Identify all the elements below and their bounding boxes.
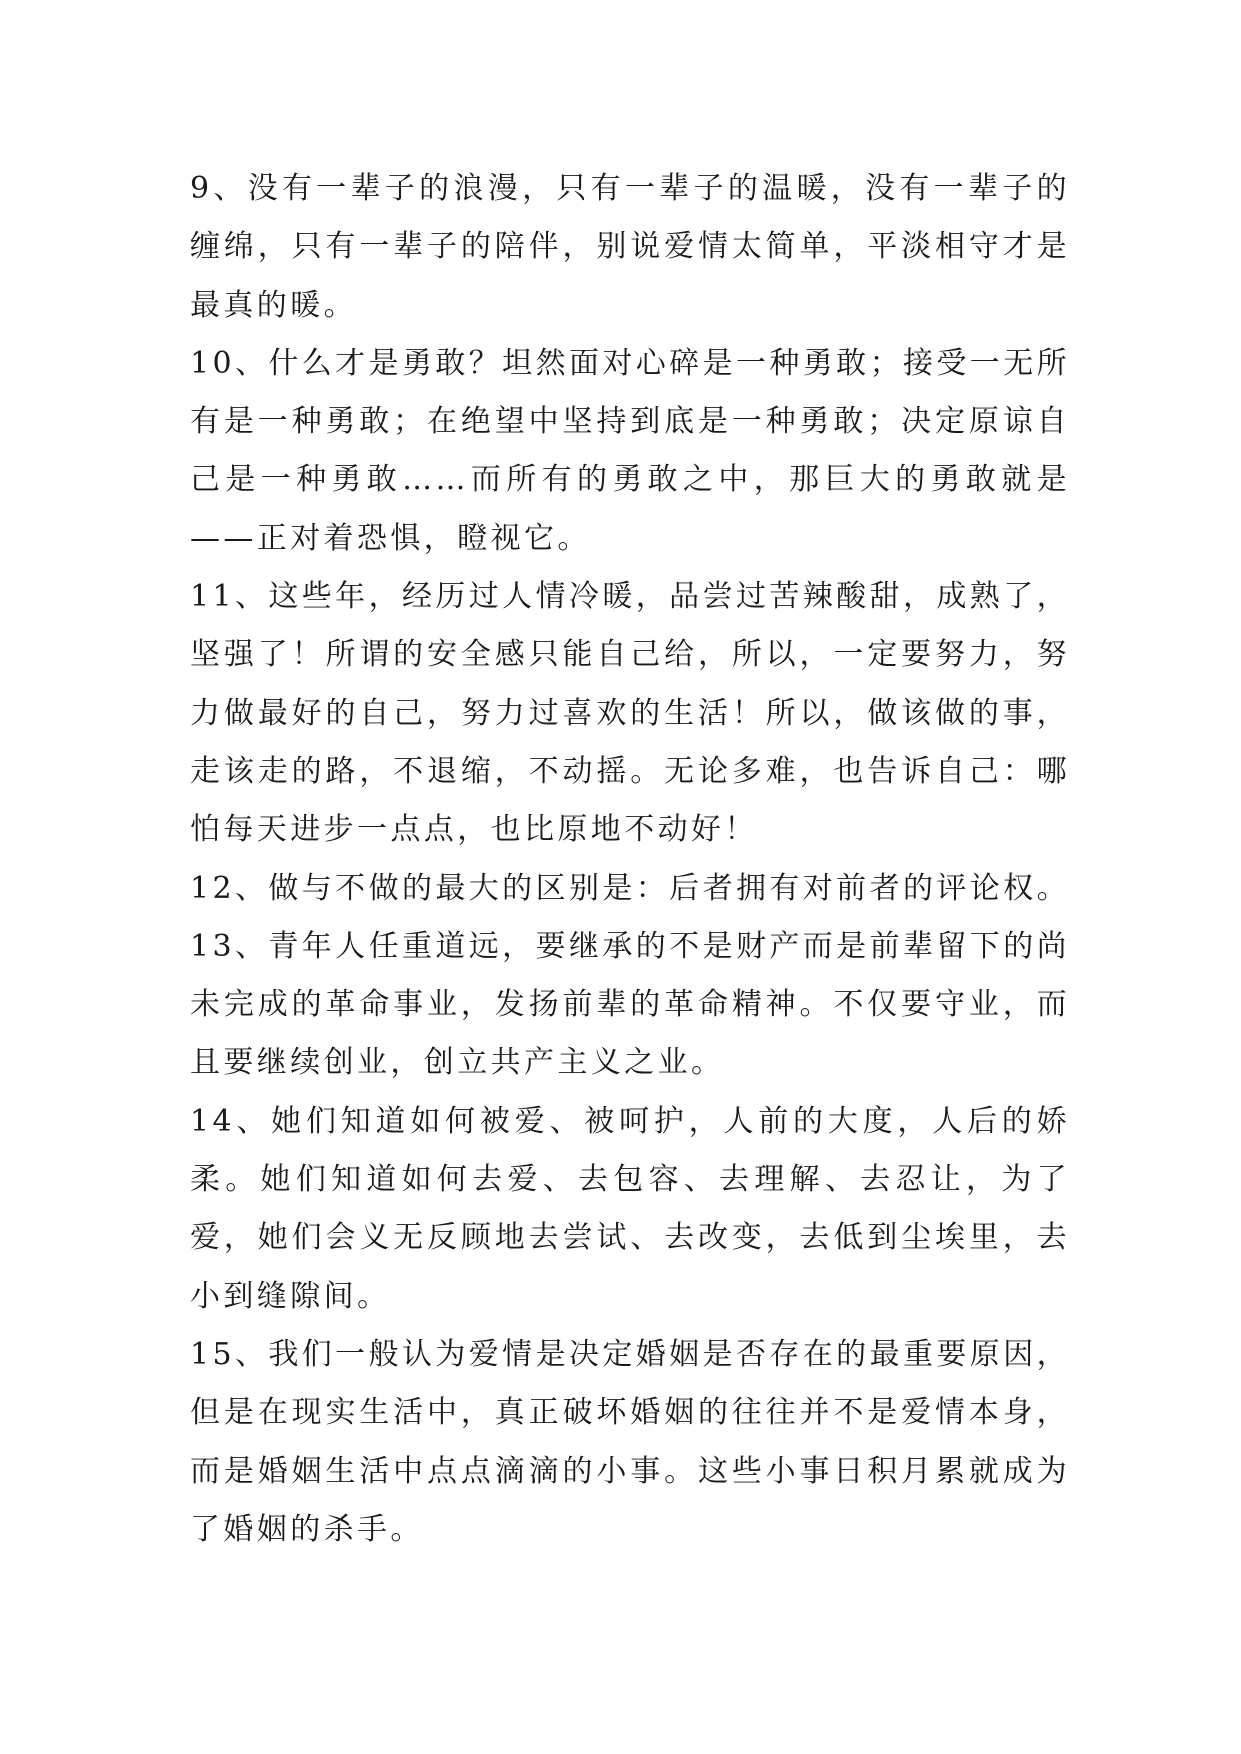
- paragraph-11: 11、这些年，经历过人情冷暖，品尝过苦辣酸甜，成熟了，坚强了！所谓的安全感只能自己给，所以，一定要努力，努力做最好的自己，努力过喜欢的生活！所以，做该做的事，走该走的路，不退缩，不动摇。无论多难，也告诉自己：哪怕每天进步一点点，也比原地不动好！: [190, 579, 1070, 848]
- paragraph-15: 15、我们一般认为爱情是决定婚姻是否存在的最重要原因，但是在现实生活中，真正破坏婚姻的往往并不是爱情本身，而是婚姻生活中点点滴滴的小事。这些小事日积月累就成为了婚姻的杀手。: [190, 1336, 1070, 1547]
- paragraph-14: 14、她们知道如何被爱、被呵护，人前的大度，人后的娇柔。她们知道如何去爱、去包容、去理解、去忍让，为了爱，她们会义无反顾地去尝试、去改变，去低到尘埃里，去小到缝隙间。: [190, 1103, 1070, 1314]
- paragraph-9: 9、没有一辈子的浪漫，只有一辈子的温暖，没有一辈子的缠绵，只有一辈子的陪伴，别说爱情太简单，平淡相守才是最真的暖。: [190, 171, 1070, 323]
- document-body: [190, 160, 1070, 1559]
- paragraph-13: 13、青年人任重道远，要继承的不是财产而是前辈留下的尚未完成的革命事业，发扬前辈的革命精神。不仅要守业，而且要继续创业，创立共产主义之业。: [190, 928, 1070, 1081]
- paragraph-12: 12、做与不做的最大的区别是：后者拥有对前者的评论权。: [190, 870, 1070, 906]
- paragraph-10: 10、什么才是勇敢？坦然面对心碎是一种勇敢；接受一无所有是一种勇敢；在绝望中坚持到底是一种勇敢；决定原谅自己是一种勇敢……而所有的勇敢之中，那巨大的勇敢就是——正对着恐惧，瞪视它。: [190, 345, 1070, 556]
